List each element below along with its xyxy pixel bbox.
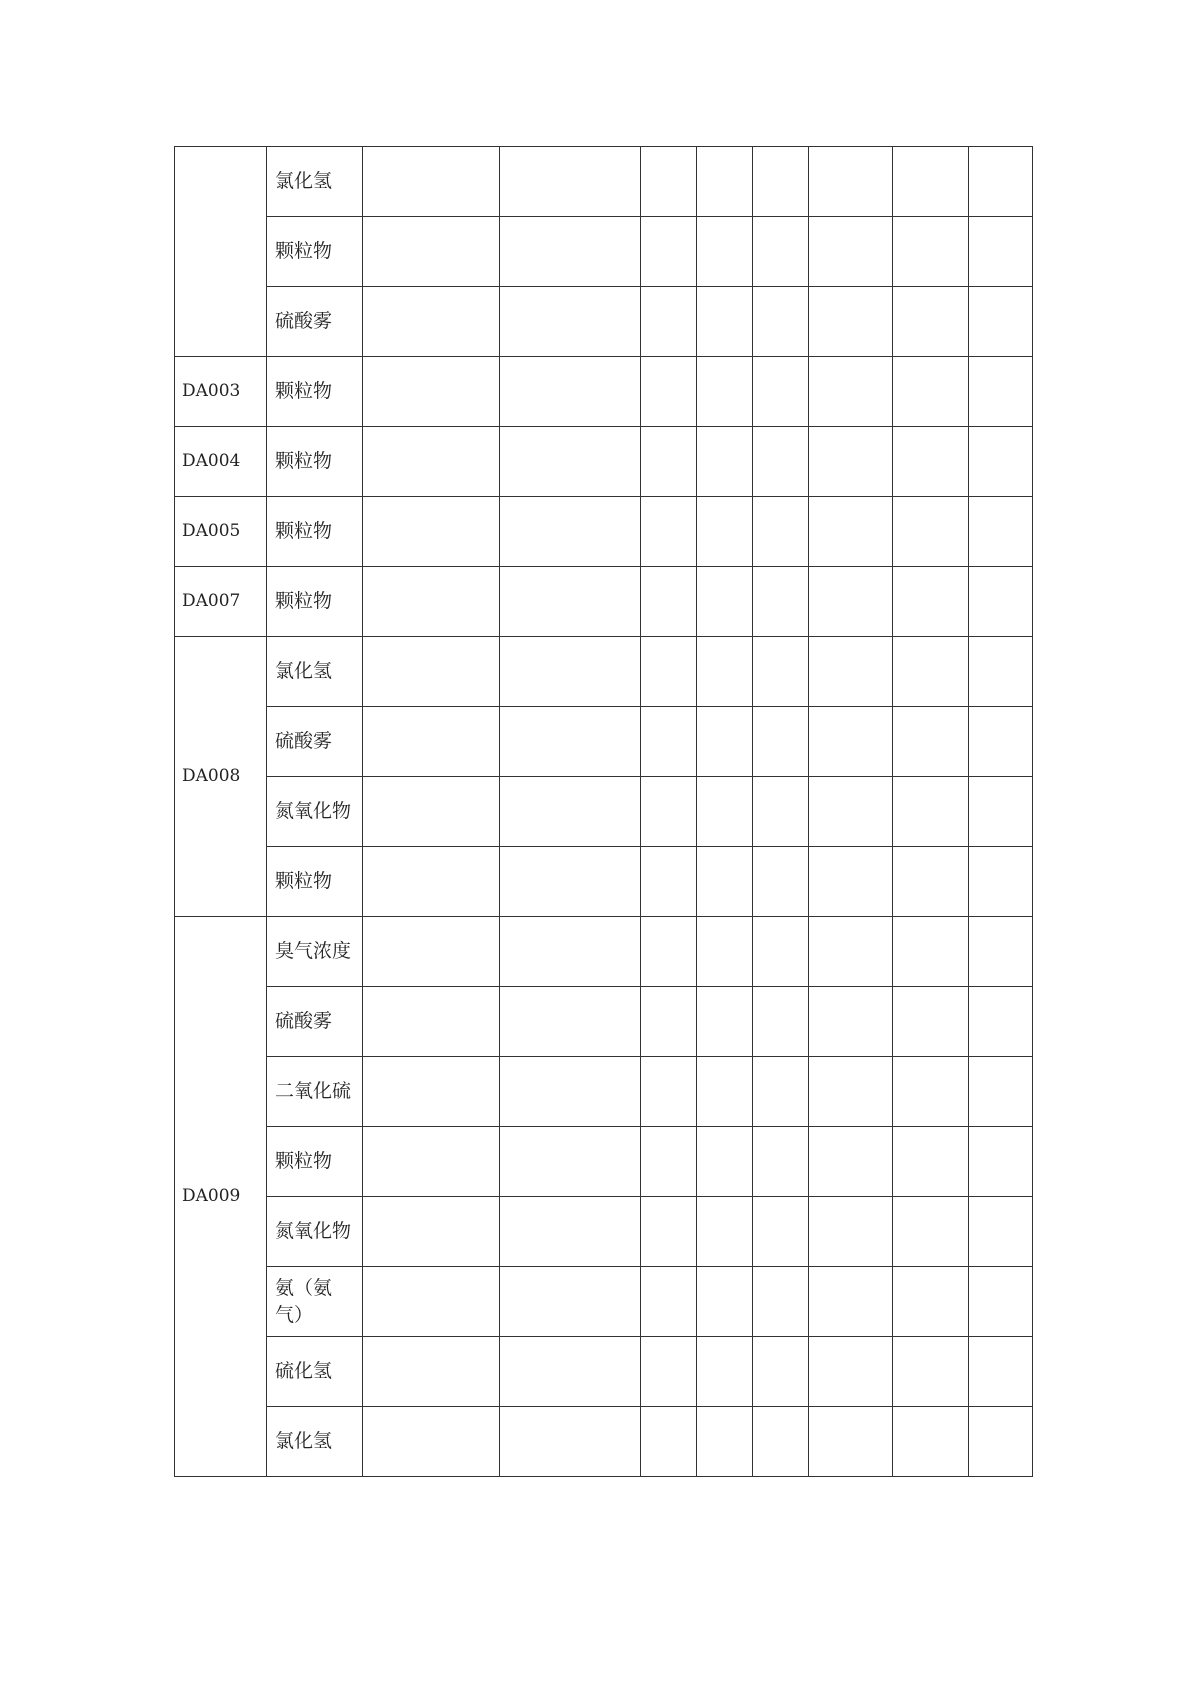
empty-cell [500, 1057, 641, 1127]
empty-cell [809, 1337, 893, 1407]
empty-cell [641, 707, 697, 777]
empty-cell [893, 427, 969, 497]
pollutant-cell: 氯化氢 [267, 147, 363, 217]
empty-cell [969, 1267, 1033, 1337]
empty-cell [969, 777, 1033, 847]
empty-cell [500, 1267, 641, 1337]
table-row [175, 567, 1033, 637]
empty-cell [363, 1267, 500, 1337]
table-row [175, 637, 1033, 707]
empty-cell [753, 1127, 809, 1197]
empty-cell [809, 917, 893, 987]
table-row [175, 1127, 1033, 1197]
table-row [175, 217, 1033, 287]
empty-cell [809, 147, 893, 217]
table-row [175, 987, 1033, 1057]
empty-cell [500, 1407, 641, 1477]
empty-cell [500, 1127, 641, 1197]
empty-cell [969, 987, 1033, 1057]
pollutant-cell: 氮氧化物 [267, 1197, 363, 1267]
empty-cell [697, 777, 753, 847]
empty-cell [893, 987, 969, 1057]
empty-cell [500, 777, 641, 847]
outlet-code-cell: DA004 [175, 427, 267, 497]
pollutant-cell: 颗粒物 [267, 217, 363, 287]
empty-cell [697, 1337, 753, 1407]
table-row [175, 427, 1033, 497]
empty-cell [363, 707, 500, 777]
empty-cell [641, 1057, 697, 1127]
outlet-code-cell: DA003 [175, 357, 267, 427]
empty-cell [697, 707, 753, 777]
empty-cell [641, 847, 697, 917]
table-row [175, 147, 1033, 217]
empty-cell [753, 1057, 809, 1127]
empty-cell [500, 567, 641, 637]
empty-cell [753, 427, 809, 497]
table-row [175, 1407, 1033, 1477]
empty-cell [893, 357, 969, 427]
empty-cell [753, 637, 809, 707]
empty-cell [969, 1337, 1033, 1407]
empty-cell [809, 1197, 893, 1267]
empty-cell [969, 217, 1033, 287]
empty-cell [753, 217, 809, 287]
pollutant-cell: 颗粒物 [267, 847, 363, 917]
empty-cell [969, 567, 1033, 637]
empty-cell [363, 1197, 500, 1267]
empty-cell [969, 637, 1033, 707]
empty-cell [969, 287, 1033, 357]
outlet-code-cell: DA007 [175, 567, 267, 637]
pollutant-cell: 二氧化硫 [267, 1057, 363, 1127]
empty-cell [753, 707, 809, 777]
empty-cell [363, 217, 500, 287]
empty-cell [697, 987, 753, 1057]
empty-cell [753, 917, 809, 987]
empty-cell [809, 1127, 893, 1197]
pollutant-cell: 颗粒物 [267, 1127, 363, 1197]
empty-cell [500, 1337, 641, 1407]
empty-cell [363, 1407, 500, 1477]
empty-cell [641, 637, 697, 707]
empty-cell [500, 147, 641, 217]
pollutant-cell: 颗粒物 [267, 567, 363, 637]
empty-cell [697, 567, 753, 637]
empty-cell [500, 917, 641, 987]
empty-cell [753, 357, 809, 427]
empty-cell [697, 497, 753, 567]
table-row [175, 707, 1033, 777]
empty-cell [641, 147, 697, 217]
outlet-code-cell: DA005 [175, 497, 267, 567]
empty-cell [893, 1337, 969, 1407]
empty-cell [363, 357, 500, 427]
empty-cell [809, 497, 893, 567]
table-row [175, 287, 1033, 357]
empty-cell [969, 497, 1033, 567]
empty-cell [697, 1407, 753, 1477]
empty-cell [500, 1197, 641, 1267]
empty-cell [753, 567, 809, 637]
empty-cell [641, 987, 697, 1057]
table-row [175, 847, 1033, 917]
empty-cell [500, 987, 641, 1057]
empty-cell [697, 357, 753, 427]
empty-cell [697, 287, 753, 357]
empty-cell [893, 287, 969, 357]
empty-cell [363, 777, 500, 847]
empty-cell [809, 777, 893, 847]
empty-cell [697, 847, 753, 917]
empty-cell [363, 637, 500, 707]
empty-cell [969, 147, 1033, 217]
empty-cell [969, 357, 1033, 427]
empty-cell [641, 567, 697, 637]
empty-cell [893, 497, 969, 567]
empty-cell [697, 217, 753, 287]
empty-cell [753, 287, 809, 357]
empty-cell [500, 847, 641, 917]
empty-cell [969, 1407, 1033, 1477]
empty-cell [363, 1127, 500, 1197]
empty-cell [809, 287, 893, 357]
empty-cell [809, 1407, 893, 1477]
empty-cell [500, 357, 641, 427]
empty-cell [500, 427, 641, 497]
empty-cell [641, 1337, 697, 1407]
empty-cell [969, 707, 1033, 777]
empty-cell [893, 147, 969, 217]
pollutant-cell: 颗粒物 [267, 427, 363, 497]
empty-cell [753, 847, 809, 917]
empty-cell [641, 357, 697, 427]
empty-cell [753, 497, 809, 567]
pollutant-cell: 硫酸雾 [267, 287, 363, 357]
empty-cell [697, 1057, 753, 1127]
empty-cell [697, 1127, 753, 1197]
empty-cell [809, 357, 893, 427]
empty-cell [809, 707, 893, 777]
table-row [175, 1197, 1033, 1267]
empty-cell [969, 847, 1033, 917]
empty-cell [363, 917, 500, 987]
pollutant-cell: 颗粒物 [267, 497, 363, 567]
empty-cell [893, 1127, 969, 1197]
empty-cell [753, 1267, 809, 1337]
empty-cell [809, 567, 893, 637]
pollutant-cell: 臭气浓度 [267, 917, 363, 987]
empty-cell [893, 567, 969, 637]
empty-cell [641, 217, 697, 287]
empty-cell [753, 987, 809, 1057]
empty-cell [697, 1197, 753, 1267]
empty-cell [363, 567, 500, 637]
pollutant-cell: 颗粒物 [267, 357, 363, 427]
pollutant-cell: 硫酸雾 [267, 707, 363, 777]
empty-cell [363, 987, 500, 1057]
empty-cell [809, 427, 893, 497]
empty-cell [893, 777, 969, 847]
pollutant-cell: 氨（氨气） [267, 1267, 363, 1337]
empty-cell [753, 1337, 809, 1407]
empty-cell [893, 1407, 969, 1477]
empty-cell [500, 217, 641, 287]
empty-cell [893, 707, 969, 777]
empty-cell [641, 497, 697, 567]
empty-cell [753, 147, 809, 217]
empty-cell [697, 637, 753, 707]
empty-cell [969, 1127, 1033, 1197]
empty-cell [893, 1057, 969, 1127]
empty-cell [969, 917, 1033, 987]
empty-cell [363, 1057, 500, 1127]
empty-cell [641, 917, 697, 987]
table-row [175, 917, 1033, 987]
empty-cell [697, 917, 753, 987]
empty-cell [893, 217, 969, 287]
empty-cell [500, 637, 641, 707]
empty-cell [893, 1197, 969, 1267]
empty-cell [641, 1197, 697, 1267]
empty-cell [641, 1267, 697, 1337]
outlet-code-cell: DA008 [175, 637, 267, 917]
empty-cell [641, 287, 697, 357]
empty-cell [500, 287, 641, 357]
outlet-code-cell [175, 147, 267, 357]
empty-cell [809, 1267, 893, 1337]
pollutant-cell: 氯化氢 [267, 637, 363, 707]
empty-cell [809, 217, 893, 287]
empty-cell [641, 1407, 697, 1477]
empty-cell [893, 847, 969, 917]
empty-cell [893, 917, 969, 987]
outlet-code-cell: DA009 [175, 917, 267, 1477]
empty-cell [363, 847, 500, 917]
empty-cell [809, 987, 893, 1057]
empty-cell [500, 497, 641, 567]
empty-cell [500, 707, 641, 777]
empty-cell [893, 1267, 969, 1337]
empty-cell [809, 1057, 893, 1127]
emission-monitoring-table [174, 146, 1033, 1477]
empty-cell [697, 427, 753, 497]
empty-cell [363, 1337, 500, 1407]
empty-cell [753, 1407, 809, 1477]
pollutant-cell: 氮氧化物 [267, 777, 363, 847]
empty-cell [363, 427, 500, 497]
empty-cell [969, 1057, 1033, 1127]
empty-cell [641, 1127, 697, 1197]
table-row [175, 1057, 1033, 1127]
empty-cell [363, 497, 500, 567]
table-row [175, 357, 1033, 427]
empty-cell [969, 1197, 1033, 1267]
table-row [175, 1337, 1033, 1407]
empty-cell [641, 427, 697, 497]
empty-cell [809, 847, 893, 917]
empty-cell [753, 777, 809, 847]
pollutant-cell: 硫酸雾 [267, 987, 363, 1057]
table-row [175, 777, 1033, 847]
empty-cell [809, 637, 893, 707]
table-row [175, 1267, 1033, 1337]
empty-cell [697, 1267, 753, 1337]
pollutant-cell: 硫化氢 [267, 1337, 363, 1407]
empty-cell [753, 1197, 809, 1267]
empty-cell [363, 287, 500, 357]
empty-cell [641, 777, 697, 847]
empty-cell [893, 637, 969, 707]
empty-cell [363, 147, 500, 217]
table-row [175, 497, 1033, 567]
empty-cell [969, 427, 1033, 497]
table-body [175, 147, 1033, 1477]
pollutant-cell: 氯化氢 [267, 1407, 363, 1477]
empty-cell [697, 147, 753, 217]
